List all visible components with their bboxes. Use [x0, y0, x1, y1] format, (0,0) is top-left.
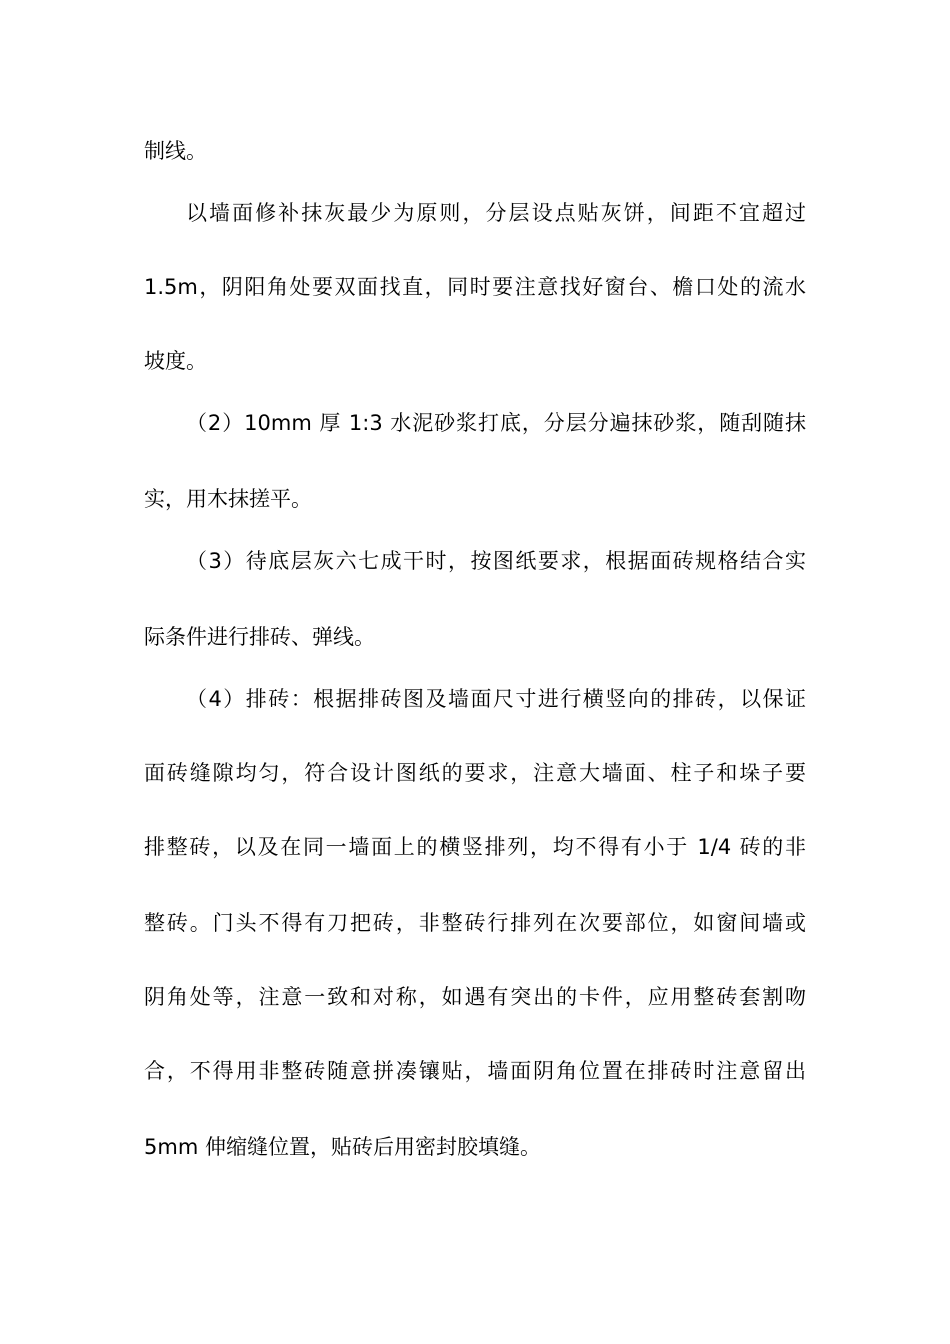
text-line: 5mm 伸缩缝位置，贴砖后用密封胶填缝。: [144, 1135, 541, 1159]
text-line: 合，不得用非整砖随意拼凑镶贴，墙面阴角位置在排砖时注意留出: [144, 1059, 806, 1083]
text-line: 以墙面修补抹灰最少为原则，分层设点贴灰饼，间距不宜超过: [186, 201, 806, 225]
text-line: （4）排砖：根据排砖图及墙面尺寸进行横竖向的排砖，以保证: [186, 687, 806, 711]
text-line: 阴角处等，注意一致和对称，如遇有突出的卡件，应用整砖套割吻: [144, 985, 806, 1009]
text-line: （2）10mm 厚 1:3 水泥砂浆打底，分层分遍抹砂浆，随刮随抹: [186, 411, 806, 435]
text-line: 实，用木抹搓平。: [144, 487, 312, 511]
text-line: 整砖。门头不得有刀把砖，非整砖行排列在次要部位，如窗间墙或: [144, 911, 806, 935]
text-line: 1.5m，阴阳角处要双面找直，同时要注意找好窗台、檐口处的流水: [144, 275, 806, 299]
text-line: 排整砖，以及在同一墙面上的横竖排列，均不得有小于 1/4 砖的非: [144, 835, 806, 859]
text-line: 面砖缝隙均匀，符合设计图纸的要求，注意大墙面、柱子和垛子要: [144, 761, 806, 785]
text-line: 际条件进行排砖、弹线。: [144, 625, 375, 649]
text-line: 制线。: [144, 139, 207, 163]
text-line: （3）待底层灰六七成干时，按图纸要求，根据面砖规格结合实: [186, 549, 806, 573]
text-line: 坡度。: [144, 349, 207, 373]
